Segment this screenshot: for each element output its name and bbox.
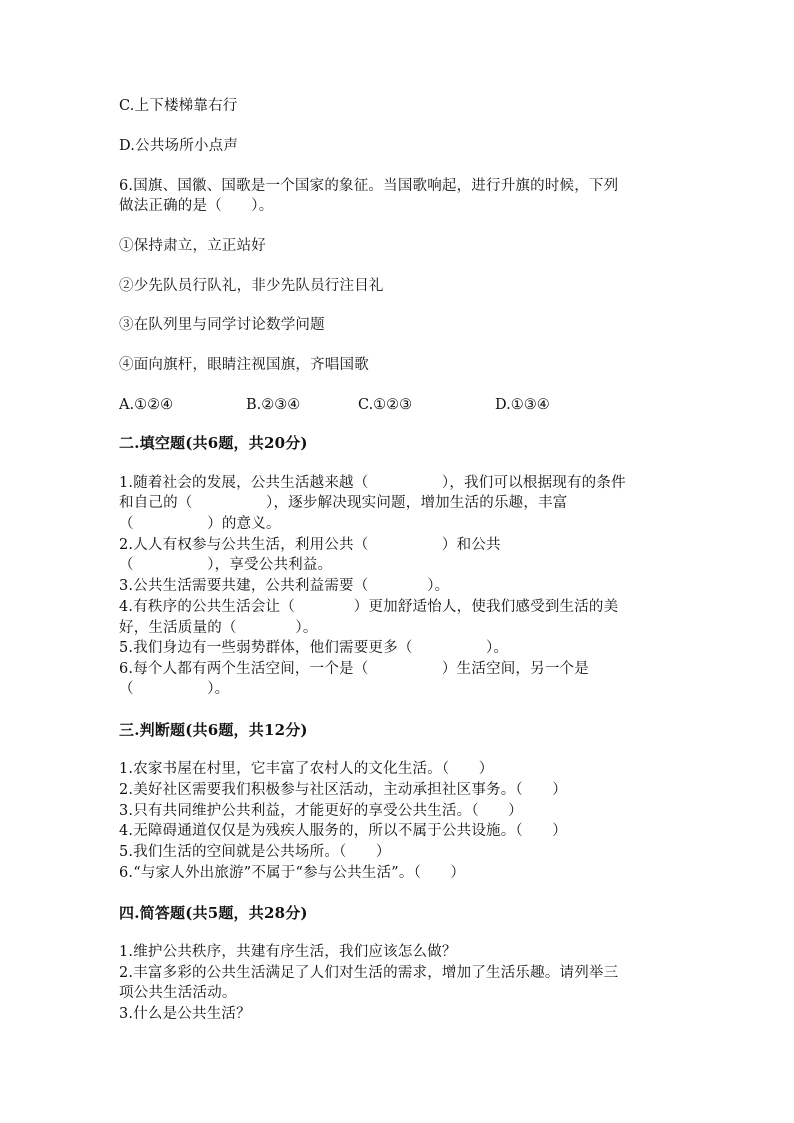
short-answer-line: 2.丰富多彩的公共生活满足了人们对生活的需求，增加了生活乐趣。请列举三 bbox=[119, 965, 619, 981]
q6-choice-b: B.②③④ bbox=[246, 397, 301, 413]
judge-line: 5.我们生活的空间就是公共场所。（ ） bbox=[119, 844, 391, 860]
q6-choice-d: D.①③④ bbox=[495, 397, 550, 413]
fill-line: 2.人人有权参与公共生活，利用公共（ ）和公共 bbox=[119, 537, 501, 553]
q6-choice-a: A.①②④ bbox=[119, 397, 174, 413]
judge-line: 2.美好社区需要我们积极参与社区活动，主动承担社区事务。（ ） bbox=[119, 782, 567, 798]
fill-line: 和自己的（ ），逐步解决现实问题，增加生活的乐趣，丰富 bbox=[119, 495, 568, 511]
fill-line: 1.随着社会的发展，公共生活越来越（ ），我们可以根据现有的条件 bbox=[119, 475, 626, 491]
fill-line: 6.每个人都有两个生活空间，一个是（ ）生活空间，另一个是 bbox=[119, 661, 589, 677]
judge-line: 4.无障碍通道仅仅是为残疾人服务的，所以不属于公共设施。（ ） bbox=[119, 823, 567, 839]
q6-item-2: ②少先队员行队礼，非少先队员行注目礼 bbox=[119, 278, 384, 294]
q6-choice-c: C.①②③ bbox=[358, 397, 413, 413]
q6-item-4: ④面向旗杆，眼睛注视国旗，齐唱国歌 bbox=[119, 357, 369, 373]
option-d: D.公共场所小点声 bbox=[119, 138, 239, 154]
section-3-title: 三.判断题(共6题，共12分) bbox=[119, 721, 308, 739]
fill-line: 3.公共生活需要共建，公共利益需要（ ）。 bbox=[119, 578, 450, 594]
short-answer-line: 1.维护公共秩序，共建有序生活，我们应该怎么做？ bbox=[119, 944, 457, 960]
q6-item-3: ③在队列里与同学讨论数学问题 bbox=[119, 317, 325, 333]
q6-item-1: ①保持肃立，立正站好 bbox=[119, 238, 266, 254]
section-4-title: 四.简答题(共5题，共28分) bbox=[119, 904, 308, 922]
fill-line: （ ）。 bbox=[119, 681, 230, 697]
fill-line: （ ），享受公共利益。 bbox=[119, 557, 333, 573]
judge-line: 3.只有共同维护公共利益，才能更好的享受公共生活。（ ） bbox=[119, 803, 523, 819]
option-c: C.上下楼梯靠右行 bbox=[119, 98, 238, 114]
fill-line: 4.有秩序的公共生活会让（ ）更加舒适怡人，使我们感受到生活的美 bbox=[119, 599, 619, 615]
judge-line: 6.“与家人外出旅游”不属于“参与公共生活”。（ ） bbox=[119, 865, 466, 881]
short-answer-line: 3.什么是公共生活？ bbox=[119, 1006, 251, 1022]
section-2-title: 二.填空题(共6题，共20分) bbox=[119, 434, 308, 452]
fill-line: 好，生活质量的（ ）。 bbox=[119, 620, 318, 636]
question-6-stem: 6.国旗、国徽、国歌是一个国家的象征。当国歌响起，进行升旗的时候，下列 bbox=[119, 178, 619, 194]
judge-line: 1.农家书屋在村里，它丰富了农村人的文化生活。（ ） bbox=[119, 761, 494, 777]
fill-line: 5.我们身边有一些弱势群体，他们需要更多（ ）。 bbox=[119, 640, 509, 656]
short-answer-line: 项公共生活活动。 bbox=[119, 985, 237, 1001]
fill-line: （ ）的意义。 bbox=[119, 516, 281, 532]
question-6-stem-cont: 做法正确的是（ ）。 bbox=[119, 198, 274, 214]
